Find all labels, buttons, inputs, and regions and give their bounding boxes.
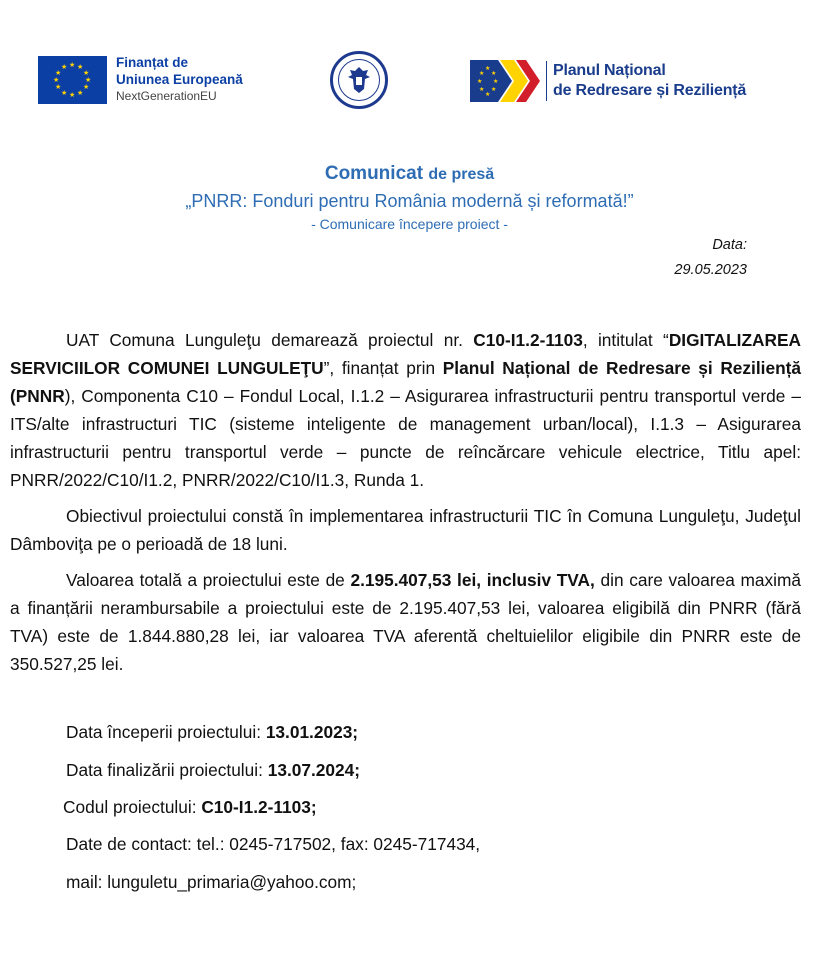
contact-line: Date de contact: tel.: 0245-717502, fax: 0245-717434, xyxy=(66,834,481,854)
eu-logo-line2: Uniunea Europeană xyxy=(116,72,243,87)
end-date-line: Data finalizării proiectului: 13.07.2024; xyxy=(66,760,360,780)
page-subtitle: „PNRR: Fonduri pentru România modernă și reformată!” xyxy=(185,191,634,211)
eu-logo-line1: Finanțat de xyxy=(116,55,189,70)
page-title: Comunicat de presă xyxy=(324,163,495,184)
paragraph-project: UAT Comuna Lunguleţu demarează proiectul nr. C10-I1.2-1103, intitulat “DIGITALIZAREA SERVICIILOR COMUNEI LUNGULEŢU”, finanțat prin Planul Național de Redresare și Reziliență (PNNR), Componenta C10 – Fondul Local, I.1.2 – Asigurarea infrastructurii pentru transportul verde – ITS/alte infrastructuri TIC (sisteme inteligente de management urban/local), I.1.3 – Asigurarea infrastructurii pentru transportul verde – puncte de reîncărcare vehicule electrice, Titlu apel: PNRR/2022/C10/I1.2, PNRR/2022/C10/I1.3, Runda 1. xyxy=(10,330,801,490)
paragraph-objective: Obiectivul proiectului constă în implementarea infrastructurii TIC în Comuna Lunguleţu, Judeţul Dâmboviţa pe o perioadă de 18 luni. xyxy=(10,506,801,554)
svg-text:★: ★ xyxy=(479,70,485,77)
date-label: Data: xyxy=(712,237,747,253)
svg-text:★: ★ xyxy=(493,78,499,85)
email-line: mail: lunguletu_primaria@yahoo.com; xyxy=(66,872,357,892)
government-seal-logo xyxy=(330,51,388,109)
svg-text:★: ★ xyxy=(485,91,491,98)
project-code-line: Codul proiectului: C10-I1.2-1103; xyxy=(63,797,317,817)
press-release-header xyxy=(0,160,819,234)
coat-of-arms-icon xyxy=(346,65,372,95)
paragraph-value: Valoarea totală a proiectului este de 2.195.407,53 lei, inclusiv TVA, din care valoarea maximă a finanțării nerambursabile a proiectului este de 2.195.407,53 lei, valoarea eligibilă din PNRR (fără TVA) este de 1.844.880,28 lei, iar valoarea TVA aferentă cheltuielilor eligibile din PNRR este de 350.527,25 lei. xyxy=(10,570,801,674)
pnrr-logo-line1: Planul Național xyxy=(553,62,666,79)
pnrr-logo-line2: de Redresare și Reziliență xyxy=(553,82,747,99)
eu-logo xyxy=(38,56,243,104)
eu-flag-icon: ★ ★ ★ ★ ★ ★ ★ ★ ★ ★ ★ ★ xyxy=(38,56,107,104)
page-tag: - Comunicare începere proiect - xyxy=(311,216,508,232)
document-body xyxy=(10,326,801,678)
pnrr-flag-icon xyxy=(470,60,540,102)
svg-text:★: ★ xyxy=(491,70,497,77)
eu-logo-line3: NextGenerationEU xyxy=(116,89,217,103)
svg-text:★: ★ xyxy=(479,86,485,93)
svg-text:★: ★ xyxy=(491,86,497,93)
svg-text:★: ★ xyxy=(485,65,491,72)
svg-text:★: ★ xyxy=(477,78,483,85)
date-value: 29.05.2023 xyxy=(674,262,747,278)
logo-bar xyxy=(0,44,819,124)
start-date-line: Data începerii proiectului: 13.01.2023; xyxy=(66,722,359,742)
pnrr-logo xyxy=(470,60,746,102)
